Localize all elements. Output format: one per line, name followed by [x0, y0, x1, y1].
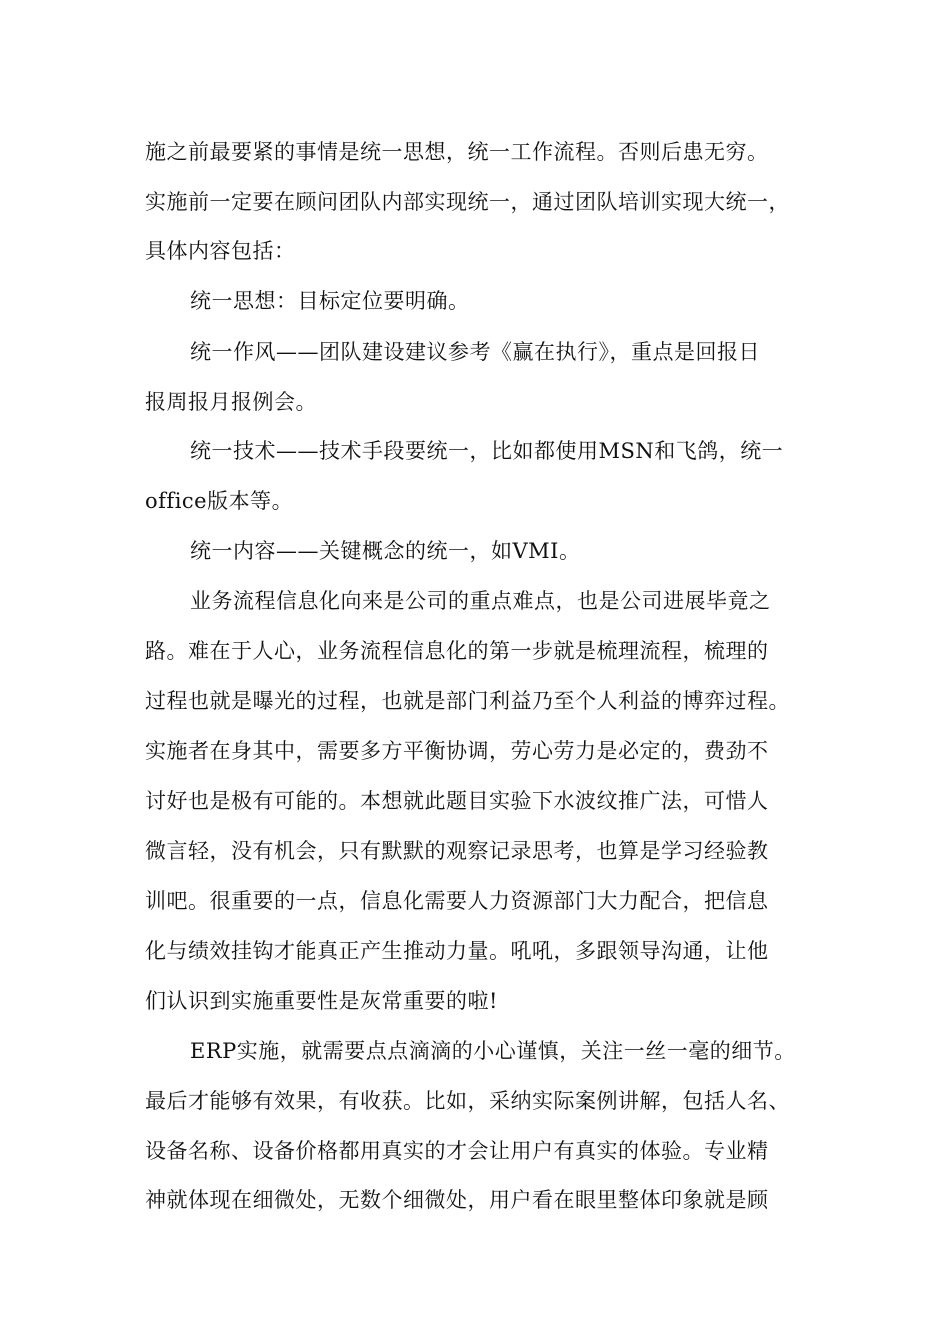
text-line: 实施前一定要在顾问团队内部实现统一，通过团队培训实现大统一， — [145, 190, 790, 214]
text-line: office版本等。 — [145, 489, 294, 513]
text-line: 具体内容包括： — [145, 239, 296, 263]
text-line: 们认识到实施重要性是灰常重要的啦! — [145, 989, 498, 1013]
text-line: 训吧。很重要的一点，信息化需要人力资源部门大力配合，把信息 — [145, 889, 769, 913]
text-line: 设备名称、设备价格都用真实的才会让用户有真实的体验。专业精 — [145, 1139, 769, 1163]
text-line: 业务流程信息化向来是公司的重点难点，也是公司进展毕竟之 — [190, 589, 771, 613]
text-line: 神就体现在细微处，无数个细微处，用户看在眼里整体印象就是顾 — [145, 1188, 769, 1212]
text-line: 最后才能够有效果，有收获。比如，采纳实际案例讲解，包括人名、 — [145, 1089, 790, 1113]
text-line: 统一思想：目标定位要明确。 — [190, 289, 470, 313]
text-line: 路。难在于人心，业务流程信息化的第一步就是梳理流程，梳理的 — [145, 639, 769, 663]
text-line: 讨好也是极有可能的。本想就此题目实验下水波纹推广法，可惜人 — [145, 789, 769, 813]
text-line: 实施者在身其中，需要多方平衡协调，劳心劳力是必定的，费劲不 — [145, 739, 769, 763]
text-line: 报周报月报例会。 — [145, 390, 317, 414]
text-line: 微言轻，没有机会，只有默默的观察记录思考，也算是学习经验教 — [145, 839, 769, 863]
text-line: 统一技术——技术手段要统一，比如都使用MSN和飞鸽，统一 — [190, 439, 784, 463]
text-line: 统一作风——团队建设建议参考《赢在执行》，重点是回报日 — [190, 340, 760, 364]
text-line: 统一内容——关键概念的统一，如VMI。 — [190, 539, 581, 563]
text-line: ERP实施，就需要点点滴滴的小心谨慎，关注一丝一毫的细节。 — [190, 1039, 796, 1063]
text-line: 施之前最要紧的事情是统一思想，统一工作流程。否则后患无穷。 — [145, 140, 769, 164]
text-line: 过程也就是曝光的过程，也就是部门利益乃至个人利益的博弈过程。 — [145, 689, 790, 713]
text-line: 化与绩效挂钩才能真正产生推动力量。吼吼，多跟领导沟通，让他 — [145, 939, 769, 963]
